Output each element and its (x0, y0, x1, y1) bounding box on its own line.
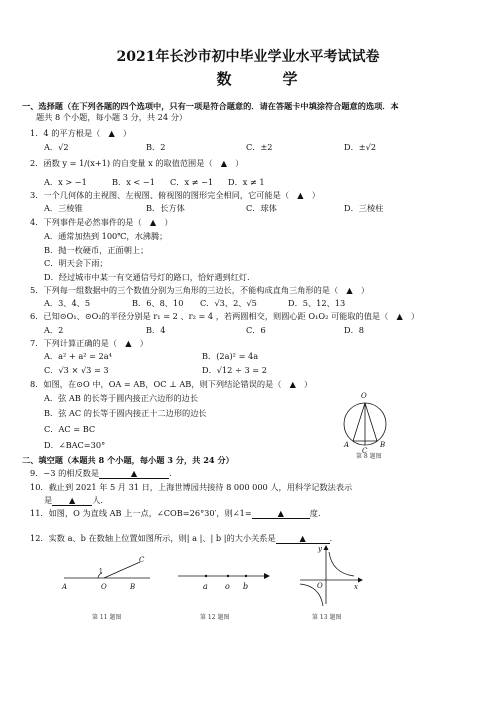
q10-answer-blank: ▲ (52, 495, 92, 506)
q11-end: 度． (309, 508, 327, 518)
q8-figure (328, 390, 398, 454)
q13-figure-caption: 第 13 题图 (312, 614, 342, 621)
q2-option-a: A．x > −1 (44, 177, 87, 187)
q13-figure (296, 542, 366, 608)
q12-line (30, 533, 338, 544)
q5-option-d: D．5、12、13 (288, 298, 346, 308)
q12-label-b: b (243, 582, 249, 591)
q2-option-c: C．x ≠ −1 (170, 177, 214, 187)
q12-end: ． (329, 533, 338, 543)
q3-option-d: D．三棱柱 (344, 203, 384, 213)
q5-stem: 5．下列每一组数据中的三个数值分别为三角形的三边长，不能构成直角三角形的是（ ▲ ） (30, 285, 370, 295)
q12-point-a (205, 575, 207, 577)
q5-option-c: C．√3、2、√5 (200, 298, 257, 308)
q7-option-d: D．√12 ÷ 3 = 2 (202, 365, 267, 375)
q1-option-a: A．√2 (44, 142, 69, 152)
section1-heading: 一、选择题（在下列各题的四个选项中，只有一项是符合题意的．请在答题卡中填涂符合题意的选项．本 (22, 101, 399, 111)
q7-stem: 7．下列计算正确的是（ ▲ ） (30, 338, 148, 348)
q13-label-x: x (354, 583, 358, 591)
q8-label-o: O (361, 392, 367, 400)
q4-option-b: B．抛一枚硬币，正面朝上； (44, 245, 149, 255)
q8-label-b: B (380, 441, 386, 449)
q4-option-a: A．通常加热到 100℃，水沸腾； (44, 231, 168, 241)
q7-option-b: B．(2a)² = 4a (202, 351, 259, 361)
q3-option-a: A．三棱锥 (44, 203, 83, 213)
q11-label-o: O (101, 583, 107, 591)
q1-stem: 1．4 的平方根是（ ▲ ） (30, 128, 132, 138)
q8-option-c: C．AC = BC (44, 424, 96, 434)
q8-option-d: D．∠BAC=30° (44, 440, 106, 450)
q11-label-c: C (139, 556, 145, 564)
q2-stem: 2．函数 y = 1/(x+1) 的自变量 x 的取值范围是（ ▲ ） (30, 158, 244, 168)
q12-arrow (264, 573, 270, 579)
q6-stem: 6．已知⊙O₁、⊙O₂的半径分别是 r₁ = 2 、r₂ = 4 ，若两圆相交，则圆心距 O₁O₂ 可能取的值是（ ▲ ） (30, 311, 420, 321)
q11-text: 11．如图，O 为直线 AB 上一点，∠COB=26°30′，则∠1= (30, 508, 252, 518)
q12-label-o: o (225, 582, 230, 591)
q1-option-c: C．±2 (246, 142, 273, 152)
q11-figure (56, 556, 166, 596)
section2-heading: 二、填空题（本题共 8 个小题，每小题 3 分，共 24 分） (22, 455, 234, 465)
q6-option-d: D．8 (344, 325, 364, 335)
q12-figure (176, 560, 276, 600)
q11-figure-caption: 第 11 题图 (92, 614, 122, 621)
q8-option-b: B．弦 AC 的长等于圆内接正十二边形的边长 (44, 408, 207, 418)
q4-option-c: C．明天会下雨； (44, 258, 108, 268)
q8-radius-ob (365, 403, 377, 441)
q12-point-b (245, 575, 247, 577)
q2-option-b: B．x < −1 (112, 177, 155, 187)
q9-end: . (169, 468, 172, 478)
q6-option-c: C．6 (246, 325, 266, 335)
q13-label-o: O (317, 582, 323, 590)
q8-label-a: A (344, 441, 350, 449)
q2-option-d: D．x ≠ 1 (228, 177, 265, 187)
q4-stem: 4．下列事件是必然事件的是（ ▲ ） (30, 217, 173, 227)
q13-y-arrow (324, 545, 329, 550)
q13-curve-upper (329, 552, 354, 576)
q6-option-b: B．4 (146, 325, 166, 335)
section1-heading-cont: 题共 8 个小题，每小题 3 分，共 24 分） (36, 112, 188, 122)
q3-option-c: C．球体 (246, 203, 277, 213)
q13-label-y: y (318, 545, 322, 553)
q9-line (30, 468, 172, 479)
q7-option-c: C．√3 × √3 = 3 (44, 365, 109, 375)
q9-text: 9．−3 的相反数是 (30, 468, 100, 478)
q11-answer-blank: ▲ (252, 508, 310, 519)
q11-line (30, 508, 326, 519)
subject-title: 数 学 (216, 70, 316, 88)
q13-x-arrow (358, 578, 363, 583)
q8-radius-oa (353, 403, 365, 441)
q11-label-b: B (130, 583, 136, 591)
q9-answer-blank: ▲ (99, 468, 169, 479)
q1-option-d: D．±√2 (344, 142, 377, 152)
q1-option-b: B．2 (146, 142, 166, 152)
q6-option-a: A．2 (44, 325, 64, 335)
q11-ray-oc (104, 562, 140, 578)
q8-stem: 8．如图，在⊙O 中，OA = AB，OC ⊥ AB，则下列结论错误的是（ ▲ ） (30, 379, 313, 389)
q12-label-a: a (203, 582, 208, 591)
q8-figure-caption: 第 8 题图 (356, 453, 382, 460)
q11-label-a: A (62, 583, 68, 591)
q10-line1: 10．截止到 2021 年 5 月 31 日，上海世博园共接待 8 000 000 人，用科学记数法表示 (30, 482, 353, 492)
q4-option-d: D．经过城市中某一有交通信号灯的路口，恰好遇到红灯． (44, 272, 256, 282)
q8-label-c: C (362, 447, 368, 455)
q10-line2 (44, 495, 109, 506)
q12-answer-blank: ▲ (276, 533, 330, 544)
exam-title: 2021年长沙市初中毕业学业水平考试试卷 (116, 49, 380, 65)
q10-text: 是 (44, 495, 53, 505)
q5-option-b: B．6、8、10 (132, 298, 184, 308)
q3-stem: 3．一个几何体的主视图、左视图、俯视图的图形完全相同，它可能是（ ▲ ） (30, 190, 320, 200)
q12-point-o (227, 575, 229, 577)
q10-end: 人． (92, 495, 109, 505)
q12-figure-caption: 第 12 题图 (200, 614, 230, 621)
q12-text: 12．实数 a、b 在数轴上位置如图所示，则| a |、| b |的大小关系是 (30, 533, 276, 543)
q11-label-1: 1 (99, 568, 103, 575)
q8-option-a: A．弦 AB 的长等于圆内接正六边形的边长 (44, 393, 199, 403)
q3-option-b: B．长方体 (146, 203, 185, 213)
q5-option-a: A．3、4、5 (44, 298, 91, 308)
q7-option-a: A．a² + a² = 2a⁴ (44, 351, 112, 361)
